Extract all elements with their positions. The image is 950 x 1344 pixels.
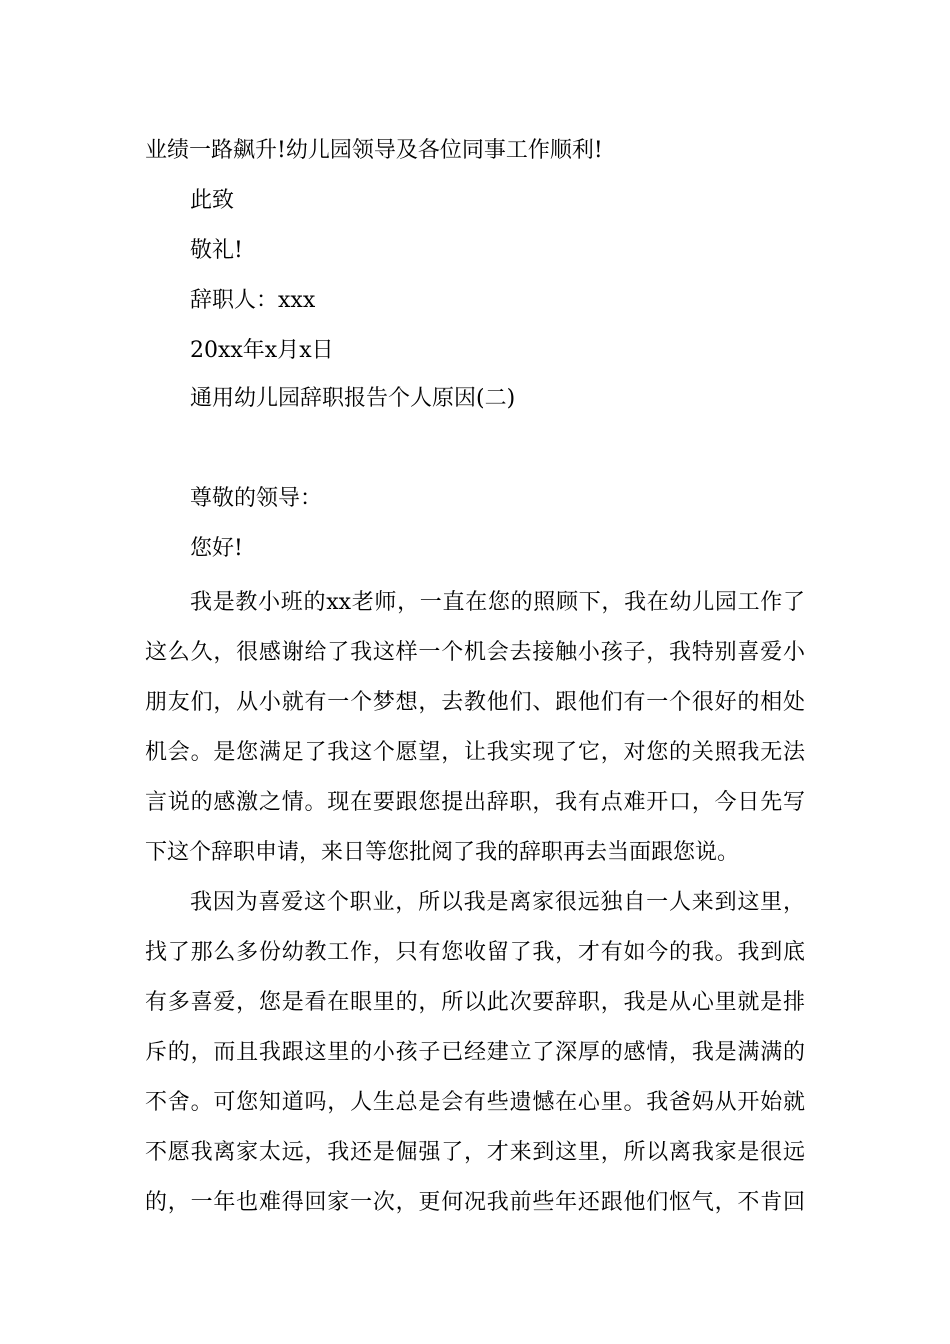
paragraph-line: 不舍。可您知道吗，人生总是会有些遗憾在心里。我爸妈从开始就 <box>145 1090 805 1115</box>
paragraph-line: 朋友们，从小就有一个梦想，去教他们、跟他们有一个很好的相处 <box>145 690 805 715</box>
paragraph-line: 斥的，而且我跟这里的小孩子已经建立了深厚的感情，我是满满的 <box>145 1040 805 1065</box>
salutation-close: 此致 <box>190 188 235 213</box>
section-title: 通用幼儿园辞职报告个人原因(二) <box>190 386 516 411</box>
paragraph-line: 机会。是您满足了我这个愿望，让我实现了它，对您的关照我无法 <box>145 740 805 765</box>
paragraph-line: 下这个辞职申请，来日等您批阅了我的辞职再去当面跟您说。 <box>145 840 740 865</box>
greeting: 尊敬的领导： <box>190 486 323 511</box>
resigner-name: 辞职人：xxx <box>190 288 316 313</box>
paragraph-line: 有多喜爱，您是看在眼里的，所以此次要辞职，我是从心里就是排 <box>145 990 805 1015</box>
hello-line: 您好! <box>190 536 243 561</box>
paragraph-2 <box>145 878 805 1228</box>
letter-date: 20xx年x月x日 <box>190 338 334 363</box>
paragraph-line: 我是教小班的xx老师，一直在您的照顾下，我在幼儿园工作了 <box>190 590 805 615</box>
paragraph-line: 我因为喜爱这个职业，所以我是离家很远独自一人来到这里， <box>190 890 805 915</box>
paragraph-line: 言说的感激之情。现在要跟您提出辞职，我有点难开口，今日先写 <box>145 790 805 815</box>
paragraph-line: 这么久，很感谢给了我这样一个机会去接触小孩子，我特别喜爱小 <box>145 640 805 665</box>
closing-wish: 业绩一路飙升!幼儿园领导及各位同事工作顺利! <box>145 138 603 163</box>
paragraph-1 <box>145 578 805 878</box>
regards: 敬礼! <box>190 238 243 263</box>
paragraph-line: 的，一年也难得回家一次，更何况我前些年还跟他们怄气，不肯回 <box>145 1190 805 1215</box>
paragraph-line: 不愿我离家太远，我还是倔强了，才来到这里，所以离我家是很远 <box>145 1140 805 1165</box>
paragraph-line: 找了那么多份幼教工作，只有您收留了我，才有如今的我。我到底 <box>145 940 805 965</box>
